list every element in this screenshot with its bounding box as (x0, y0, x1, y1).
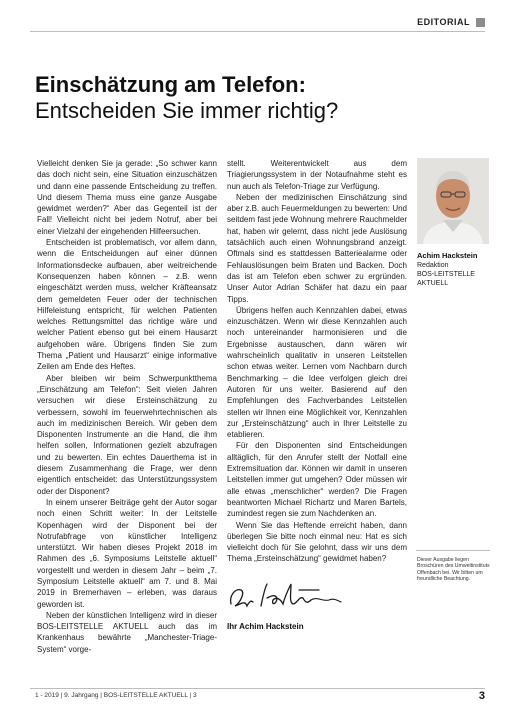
paragraph: Neben der künstlichen Intelligenz wird in dieser BOS-LEITSTELLE AKTUELL auch das im Krankenhaus bewährte „Manchester-Triage-System“ vorge- (37, 610, 217, 654)
author-role-line: Redaktion (417, 262, 449, 269)
section-label: EDITORIAL (417, 17, 470, 27)
author-role-line: BOS-LEITSTELLE (417, 271, 475, 278)
side-note: Dieser Ausgabe liegen Broschüren des Umweltinstituts Offenbach bei. Wir bitten um freundliche Beachtung. (417, 557, 490, 583)
paragraph: Entscheiden ist problematisch, vor allem dann, wenn die Entscheidungen auf einer dünnen Informationsdecke aufbauen, aber weitreichende Konsequenzen haben können – z.B. wenn eingeschätzt werden muss, welcher Kräfteansatz dem gemeldeten Feuer oder der technischen Hilfeleistung entspricht, für welchen Patienten welches Rettungsmittel das richtige wäre und welcher Patient ebenso gut bei einem Hausarzt aufgehoben wäre. Übrigens finden Sie zum Thema „Patient und Hausarzt“ einige informative Zeilen am Ende des Heftes. (37, 238, 217, 372)
handwritten-signature (227, 578, 347, 618)
footer-rule (30, 688, 485, 689)
title-line-2: Entscheiden Sie immer richtig? (35, 98, 339, 123)
text-column-2 (227, 158, 407, 565)
paragraph: Neben der medizinischen Einschätzung sind aber z.B. auch Feuermeldungen zu bewerten: Und seitdem fast jede Wohnung mehrere Rauchmelder hat, haben wir gelernt, dass nicht jede Auslösung tatsächlich auch einen Wohnungsbrand anzeigt. Oftmals sind es stattdessen Batteriealarme oder Fehlauslösungen beim Braten und Backen. Doch das ist am Telefon eben schwer zu ergründen. Unser Autor Adrian Schäfer hat dazu ein paar Tipps. (227, 192, 407, 304)
paragraph: Übrigens helfen auch Kennzahlen dabei, etwas einzuschätzen. Wenn wir diese Kennzahlen auch noch untereinander harmonisieren und die Ergebnisse austauschen, dann wären wir wahrscheinlich qualitativ in unseren Leitstellen schon etwas weiter. Lernen vom Nachbarn durch Benchmarking – die Idee verfolgen gleich drei Autoren für uns weiter. Basierend auf den Empfehlungen des Fachverbandes Leitstellen stellen wir Ihnen eine Möglichkeit vor, Kennzahlen zur „Ersteinschätzung“ auch in Ihrer Leitstelle zu etablieren. (227, 305, 407, 440)
author-name: Achim Hackstein (417, 251, 478, 260)
text-column-1 (37, 158, 217, 655)
author-role (417, 261, 497, 288)
side-note-rule (416, 550, 490, 551)
author-role-line: AKTUELL (417, 280, 449, 287)
paragraph: In einem unserer Beiträge geht der Autor sogar noch einen Schritt weiter: In der Leitstelle Kopenhagen wird der Disponent bei der Notrufabfrage von künstlicher Intelligenz unterstützt. Wir haben dieses Projekt 2018 im Rahmen des „6. Symposiums Leitstelle aktuell“ vorgestellt und werden in diesem Jahr – beim „7. Symposium Leitstelle aktuell“ am 7. und 8. Mai 2019 in Bremerhaven – erleben, was daraus geworden ist. (37, 497, 217, 609)
page-title (35, 72, 435, 124)
paragraph: Vielleicht denken Sie ja gerade: „So schwer kann das doch nicht sein, eine Situation einzuschätzen und dann eine passende Entscheidung zu treffen. Und diesem Thema muss eine ganze Ausgabe gewidmet werden?“ Aber das Gegenteil ist der Fall! Vielleicht nicht bei jedem Notruf, aber bei einer Vielzahl der eingehenden Hilfeersuchen. (37, 159, 217, 236)
author-portrait-photo (417, 158, 489, 244)
page-number: 3 (478, 690, 485, 702)
section-square-icon (476, 18, 485, 27)
header-rule (30, 31, 485, 32)
title-line-1: Einschätzung am Telefon: (35, 72, 306, 97)
signature-name: Ihr Achim Hackstein (227, 622, 304, 631)
paragraph: Für den Disponenten sind Entscheidungen alltäglich, für den Anrufer stellt der Notfall eine Extremsituation dar. Können wir damit in unseren Leitstellen immer gut umgehen? Oder müssen wir alle etwas „menschlicher“ werden? Die Fragen beantworten Michael Richartz und Maren Bartels, zumindest regen sie zum Nachdenken an. (227, 441, 407, 519)
footer-issue-info: 1 - 2019 | 9. Jahrgang | BOS-LEITSTELLE AKTUELL | 3 (35, 692, 197, 699)
paragraph: Wenn Sie das Heftende erreicht haben, dann überlegen Sie bitte noch einmal neu: Hat es sich vielleicht doch für Sie gelohnt, dass wir uns dem Thema „Ersteinschätzung“ gewidmet haben? (227, 520, 407, 564)
paragraph: stellt. Weiterentwickelt aus dem Triagierungssystem in der Notaufnahme steht es nun auch als Telefon-Triage zur Verfügung. (227, 159, 407, 191)
paragraph: Aber bleiben wir beim Schwerpunktthema „Einschätzung am Telefon“: Seit vielen Jahren versuchen wir diese Ersteinschätzung zu verbessern, sowohl im feuerwehrtechnischen als auch im medizinischen Bereich. Wir geben dem Disponenten Instrumente an die Hand, die ihm helfen sollen, Informationen gezielt abzufragen und zu bewerten. Ein echtes Dauerthema ist in diesem Zusammenhang die Frage, wer denn eigentlich entscheidet: das Unterstützungssystem oder der Disponent? (37, 373, 217, 496)
section-tag (417, 17, 485, 27)
